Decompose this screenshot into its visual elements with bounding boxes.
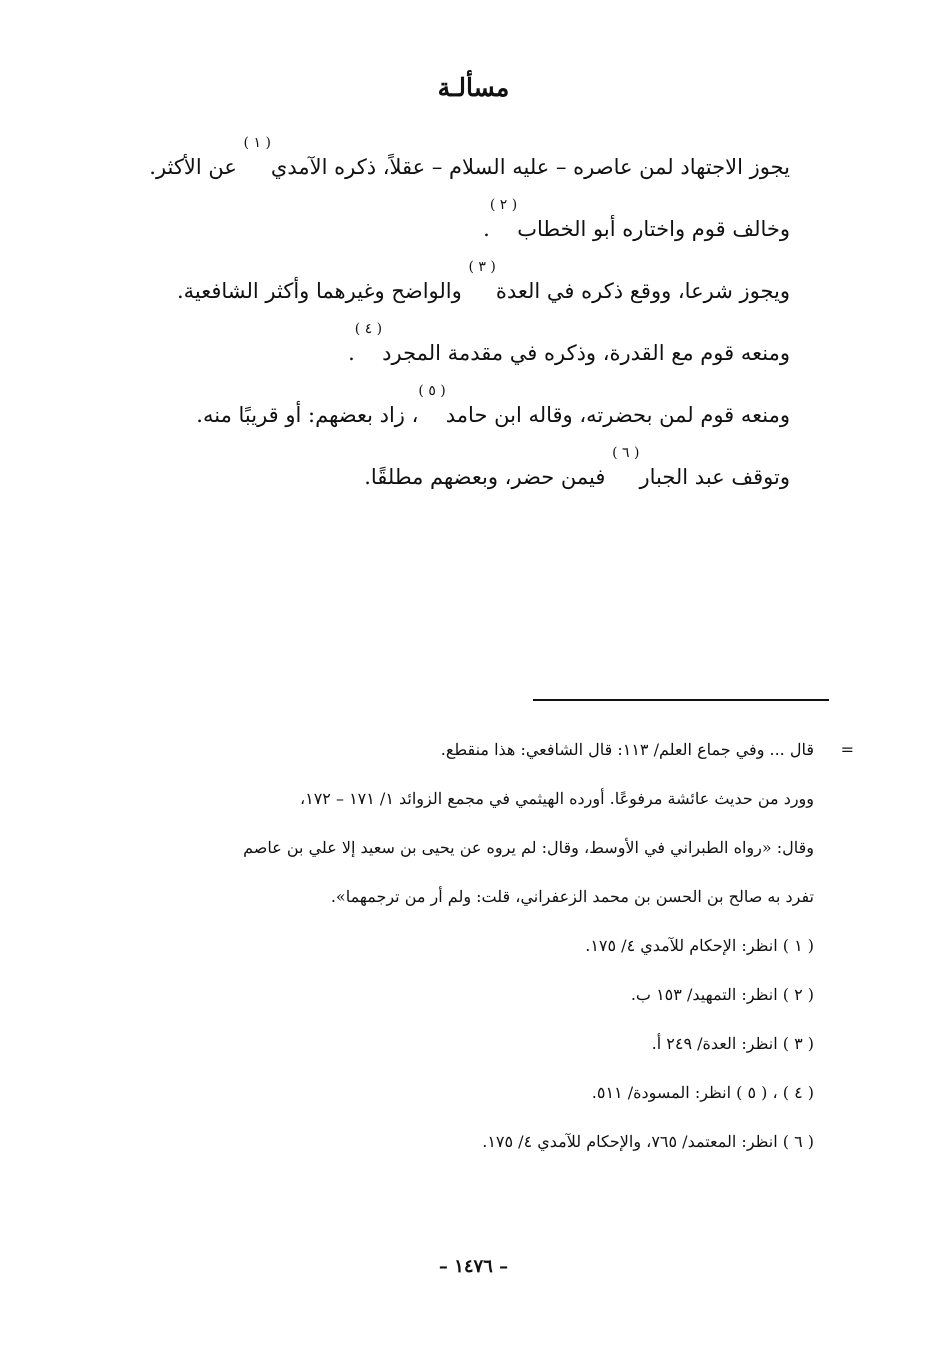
paragraph-text: . (348, 341, 355, 365)
footnote-line: قال ... وفي جماع العلم/ ١١٣: قال الشافعي: هذا منقطع. (440, 740, 814, 759)
footnote-line: وقال: «رواه الطبراني في الأوسط، وقال: لم يروه عن يحيى بن سعيد إلا علي بن عاصم (243, 838, 814, 857)
paragraph-text: وتوقف عبد الجبار (639, 465, 790, 489)
footnote-line: تفرد به صالح بن الحسن بن محمد الزعفراني، قلت: ولم أر من ترجمهما». (330, 887, 814, 906)
paragraph (102, 321, 790, 383)
paragraph (102, 259, 790, 321)
paragraph-text: فيمن حضر، وبعضهم مطلقًا. (364, 465, 613, 489)
footnote-line: وورد من حديث عائشة مرفوعًا. أورده الهيثمي في مجمع الزوائد ١/ ١٧١ – ١٧٢، (299, 789, 814, 808)
footnote-ref: ( ٤ ) (354, 321, 383, 337)
paragraph (102, 383, 790, 445)
footnote-6: ( ٦ ) انظر: المعتمد/ ٧٦٥، والإحكام للآمدي ٤/ ١٧٥. (482, 1132, 814, 1151)
paragraph (102, 445, 790, 507)
footnote-continuation (102, 725, 854, 921)
paragraph-text: ومنعه قوم مع القدرة، وذكره في مقدمة المجرد (382, 341, 790, 365)
paragraph-text: عن الأكثر. (149, 155, 244, 179)
footnote-ref: ( ١ ) (243, 135, 271, 151)
section-title: مسألـة (437, 73, 510, 102)
footnote-2: ( ٢ ) انظر: التمهيد/ ١٥٣ ب. (630, 985, 814, 1004)
footnote-ref: ( ٢ ) (489, 197, 518, 213)
footnote-separator (533, 699, 829, 701)
paragraph-text: . (483, 217, 490, 241)
continuation-mark: = (840, 740, 854, 759)
footnote-ref: ( ٥ ) (418, 383, 446, 399)
footnote-1: ( ١ ) انظر: الإحكام للآمدي ٤/ ١٧٥. (585, 936, 814, 955)
paragraph-text: يجوز الاجتهاد لمن عاصره – عليه السلام – عقلاً، ذكره الآمدي (270, 155, 790, 179)
footnote-4-5: ( ٤ ) ، ( ٥ ) انظر: المسودة/ ٥١١. (591, 1083, 814, 1102)
paragraph (102, 135, 790, 197)
paragraph-text: والواضح وغيرهما وأكثر الشافعية. (176, 279, 469, 303)
paragraph (102, 197, 790, 259)
paragraph-text: ومنعه قوم لمن بحضرته، وقاله ابن حامد (445, 403, 790, 427)
page-number: – ١٤٧٦ – (438, 1256, 509, 1277)
paragraph-text: ، زاد بعضهم: أو قريبًا منه. (196, 403, 419, 427)
paragraph-text: وخالف قوم واختاره أبو الخطاب (517, 217, 790, 241)
footnote-ref: ( ٣ ) (468, 259, 496, 275)
footnotes (102, 725, 854, 1166)
footnote-3: ( ٣ ) انظر: العدة/ ٢٤٩ أ. (651, 1034, 814, 1053)
paragraph-text: ويجوز شرعا، ووقع ذكره في العدة (495, 279, 790, 303)
main-text (102, 135, 790, 510)
footnote-ref: ( ٦ ) (612, 445, 640, 461)
